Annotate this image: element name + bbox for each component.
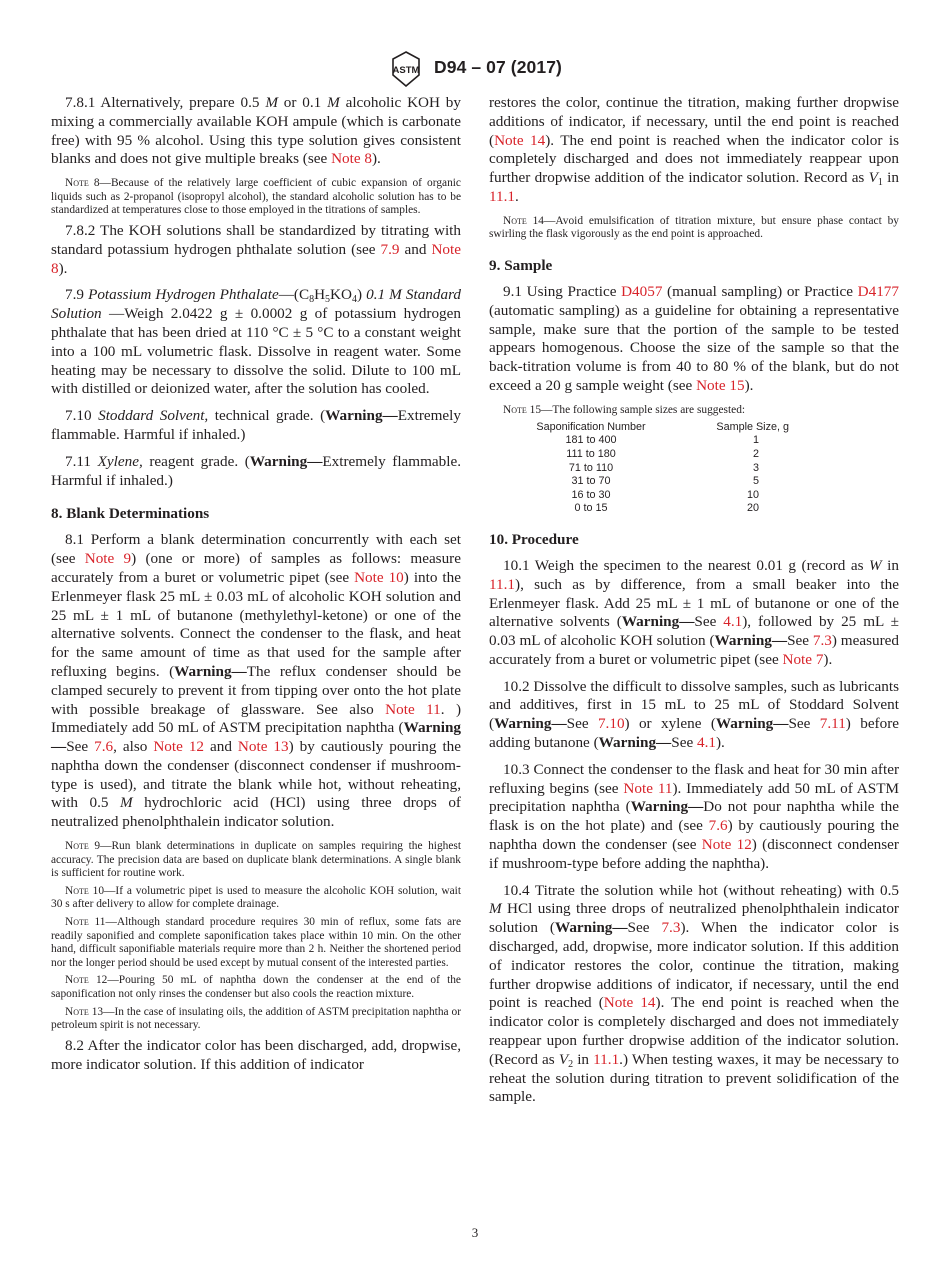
page-number: 3 bbox=[471, 1225, 479, 1240]
link-note-12[interactable]: Note 12 bbox=[153, 738, 205, 756]
link-d4177[interactable]: D4177 bbox=[857, 282, 899, 300]
table-row bbox=[531, 434, 851, 448]
svg-text:ASTM: ASTM bbox=[392, 65, 420, 76]
note-11: Note 11—Although standard procedure requires 30 min of reflux, some fats are readily saponified and complete saponification takes place within 10 min. On the other hand, difficult saponifiable materials require more than 2 h. Neither the shortened period nor the longer period should be used except by mutual consent of the interested parties. bbox=[51, 916, 461, 969]
section-heading-9: 9. Sample bbox=[489, 256, 553, 274]
right-column bbox=[489, 94, 899, 1115]
section-heading-10: 10. Procedure bbox=[489, 530, 579, 548]
table-row bbox=[531, 475, 851, 489]
paragraph-7-9: 7.9 Potassium Hydrogen $Phthalate—(C_8H_5KO_4)$ 0.1 M Standard Solution —Weigh 2.0422 g ± 0.0002 g of potassium hydrogen phthalate that has been dried at 110 °C ± 5 °C to a constant weight into a 100 mL volumetric flask. Dissolve in reagent water. Some heating may be necessary to dissolve the solid. Dilute to 100 mL with distilled or deionized water, after the solution has cooled. bbox=[51, 286, 462, 398]
link-7-6[interactable]: 7.6 bbox=[94, 738, 114, 756]
paragraph-7-11: 7.11 Xylene, reagent grade. (Warning—Extremely flammable. Harmful if inhaled.) bbox=[51, 452, 461, 489]
paragraph-7-8-1: 7.8.1 Alternatively, prepare 0.5 M or 0.1 M alcoholic KOH by mixing a commercially available KOH ampule (which is carbonate free) with 95 % alcohol. Using this type solution gives consistent blanks and does not give multiple breaks (see Note 8). bbox=[51, 94, 461, 168]
link-note-12[interactable]: Note 12 bbox=[701, 836, 752, 854]
paragraph-10-2: 10.2 Dissolve the difficult to dissolve samples, such as lubricants and additives, first in 15 mL to 25 mL of Stoddard Solvent (Warning—See 7.10) or xylene (Warning—See 7.11) before adding butanone (Warning—See 4.1). bbox=[489, 677, 900, 752]
note-10: Note 10—If a volumetric pipet is used to measure the alcoholic KOH solution, wait 30 s after delivery to allow for complete drainage. bbox=[51, 884, 461, 911]
astm-logo-icon bbox=[386, 51, 426, 87]
link-7-11[interactable]: 7.11 bbox=[819, 715, 846, 733]
link-7-3[interactable]: 7.3 bbox=[812, 632, 832, 650]
table-row bbox=[531, 462, 851, 476]
table-header-row bbox=[531, 421, 851, 434]
section-heading-8: 8. Blank Determinations bbox=[51, 505, 210, 523]
table-cell: 71 to 110 bbox=[568, 461, 614, 474]
link-note-8[interactable]: Note 8 bbox=[331, 150, 372, 168]
table-cell: 3 bbox=[752, 461, 759, 474]
link-note-13[interactable]: Note 13 bbox=[237, 738, 289, 756]
link-note-10[interactable]: Note 10 bbox=[354, 568, 404, 586]
table-cell: 16 to 30 bbox=[571, 488, 611, 501]
link-note-15[interactable]: Note 15 bbox=[696, 376, 745, 394]
column-header: Saponification Number bbox=[536, 421, 646, 434]
paragraph-10-1: 10.1 Weigh the specimen to the nearest 0.01 g (record as W in 11.1), such as by difference, from a small beaker into the Erlenmeyer flask. Add 25 mL ± 1 mL of butanone or one of the alternative solvents (Warning—See 4.1), followed by 25 mL ± 0.03 mL of alcoholic KOH solution (Warning—See 7.3) measured accurately from a buret or volumetric pipet (see Note 7). bbox=[489, 556, 900, 668]
table-row bbox=[531, 448, 851, 462]
sample-size-table bbox=[531, 421, 851, 516]
paragraph-8-2: 8.2 After the indicator color has been discharged, add, dropwise, more indicator solution. If this addition of indicator bbox=[51, 1036, 461, 1073]
link-note-7[interactable]: Note 7 bbox=[782, 650, 824, 668]
table-row bbox=[531, 502, 851, 516]
paragraph-10-3: 10.3 Connect the condenser to the flask and heat for 30 min after refluxing begins (see Note 11). Immediately add 50 mL of ASTM precipitation naphtha (Warning—Do not pour naphtha while the flask is on the hot plate) and (see 7.6) by cautiously pouring the naphtha down the condenser (see Note 12) (disconnect condenser if mushroom-type before adding the naphtha). bbox=[489, 760, 899, 872]
note-8: Note 8—Because of the relatively large coefficient of cubic expansion of organic liquids such as 2-propanol (isopropyl alcohol), the standard alcoholic solution has to be standardized at temperatures close to those employed in the titrations of samples. bbox=[51, 177, 461, 217]
paragraph-9-1: 9.1 Using Practice D4057 (manual sampling) or Practice D4177 (automatic sampling) as a guideline for obtaining a representative sample, make sure that the portion of the sample to be tested appears homogenous. Choose the size of the sample so that the back-titration volume is from 40 to 80 % of the blank, but do not exceed a 20 g sample weight (see Note 15). bbox=[489, 282, 899, 394]
page-header bbox=[0, 51, 950, 87]
link-note-14[interactable]: Note 14 bbox=[603, 994, 656, 1012]
link-d4057[interactable]: D4057 bbox=[621, 282, 663, 300]
column-header: Sample Size, g bbox=[716, 421, 789, 434]
paragraph-7-10: 7.10 Stoddard Solvent, technical grade. (Warning—Extremely flammable. Harmful if inhaled.) bbox=[51, 407, 461, 443]
paragraph-8-2-continued: restores the color, continue the titration, making further dropwise additions of indicator, if necessary, until the end point is reached (Note 14). The end point is reached when the indicator color is completely discharged and does not immediately reappear upon further dropwise addition of the indicator solution. Record as $V_1$ in 11.1. bbox=[489, 94, 899, 205]
paragraph-10-4: 10.4 Titrate the solution while hot (without reheating) with 0.5 M HCl using three drops of neutralized phenolphthalein indicator solution (Warning—See 7.3). When the indicator color is discharged, add, dropwise, more indicator solution. If this addition of indicator restores the color, continue the titration, making further dropwise additions of indicator, if necessary, until the end point is reached (Note 14). The end point is reached when the indicator color is completely discharged and does not immediately reappear upon further dropwise addition of the indicator solution. (Record as $V_2$ in 11.1.) When testing waxes, it may be necessary to reheat the solution during titration to prevent solidification of the sample. bbox=[489, 881, 899, 1106]
table-cell: 10 bbox=[746, 488, 759, 501]
link-note-11[interactable]: Note 11 bbox=[623, 779, 673, 797]
note-9: Note 9—Run blank determinations in duplicate on samples requiring the highest accuracy. The precision data are based on duplicate blank determinations. A single blank is sufficient for routine work. bbox=[51, 840, 461, 880]
paragraph-7-8-2: 7.8.2 The KOH solutions shall be standardized by titrating with standard potassium hydrogen phthalate solution (see 7.9 and Note 8). bbox=[51, 221, 461, 277]
table-cell: 1 bbox=[752, 434, 759, 447]
table-cell: 20 bbox=[746, 502, 759, 515]
note-15: Note 15—The following sample sizes are suggested: bbox=[503, 403, 746, 416]
paragraph-8-1: 8.1 Perform a blank determination concurrently with each set (see Note 9) (one or more) of samples as follows: measure accurately from a buret or volumetric pipet (see Note 10) into the Erlenmeyer flask 25 mL ± 0.03 mL of alcoholic KOH solution and 25 mL ± 1 mL of butanone (methylethyl-ketone) or one of the alternative solvents. Connect the condenser to the flask, and heat for the same amount of time as that used for the sample after refluxing begins. (Warning—The reflux condenser should be clamped securely to prevent it from tipping over onto the hot plate with possible breakage of glassware. See also Note 11. ) Immediately add 50 mL of ASTM precipitation naphtha (Warning—See 7.6, also Note 12 and Note 13) by cautiously pouring the naphtha down the condenser (disconnect condenser if mushroom-type is used), and titrate the blank while hot, without reheating, with 0.5 M hydrochloric acid (HCl) using three drops of neutralized phenolphthalein indicator solution. bbox=[51, 531, 462, 831]
table-cell: 0 to 15 bbox=[574, 502, 608, 515]
link-note-11[interactable]: Note 11 bbox=[385, 700, 441, 718]
link-note-14[interactable]: Note 14 bbox=[494, 131, 546, 149]
link-4-1[interactable]: 4.1 bbox=[696, 734, 716, 752]
note-13: Note 13—In the case of insulating oils, the addition of ASTM precipitation naphtha or petroleum spirit is not necessary. bbox=[51, 1005, 461, 1032]
link-note-9[interactable]: Note 9 bbox=[84, 550, 132, 568]
link-7-6[interactable]: 7.6 bbox=[708, 817, 728, 835]
link-11-1[interactable]: 11.1 bbox=[593, 1050, 620, 1068]
link-4-1[interactable]: 4.1 bbox=[723, 613, 743, 631]
link-7-10[interactable]: 7.10 bbox=[597, 715, 625, 733]
note-14: Note 14—Avoid emulsification of titration mixture, but ensure phase contact by swirling the flask vigorously as the end point is approached. bbox=[489, 214, 899, 241]
link-11-1[interactable]: 11.1 bbox=[489, 187, 516, 205]
table-cell: 181 to 400 bbox=[565, 434, 617, 447]
document-designation: D94 – 07 (2017) bbox=[434, 57, 562, 77]
table-cell: 31 to 70 bbox=[571, 475, 611, 488]
link-7-9[interactable]: 7.9 bbox=[380, 240, 400, 258]
link-11-1[interactable]: 11.1 bbox=[489, 575, 516, 593]
link-note-8[interactable]: Note 8 bbox=[51, 240, 461, 277]
table-cell: 5 bbox=[752, 475, 759, 488]
left-column bbox=[51, 94, 461, 1082]
link-7-3[interactable]: 7.3 bbox=[661, 919, 681, 937]
table-cell: 111 to 180 bbox=[566, 447, 616, 460]
note-12: Note 12—Pouring 50 mL of naphtha down the condenser at the end of the saponification not only rinses the condenser but also cools the reaction mixture. bbox=[51, 974, 461, 1001]
table-row bbox=[531, 489, 851, 503]
table-cell: 2 bbox=[752, 447, 759, 460]
